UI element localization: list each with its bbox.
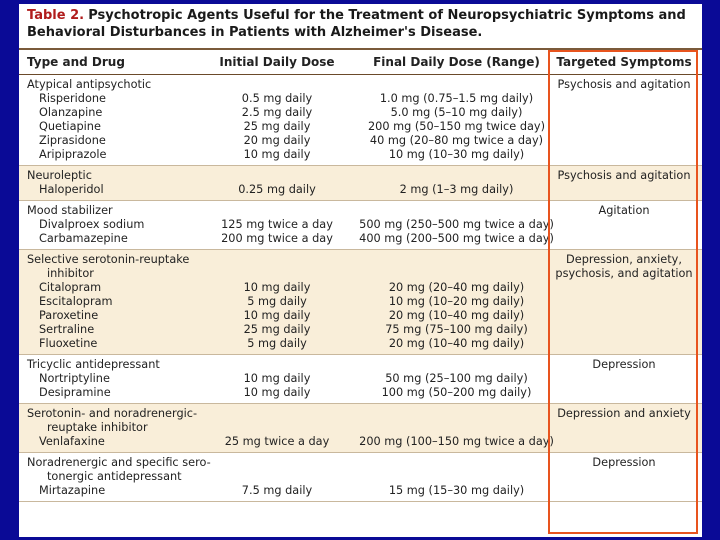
- table-row: [19, 281, 702, 295]
- drug-name: Haloperidol: [39, 183, 104, 196]
- table-header-row: [19, 50, 702, 75]
- drug-group: [19, 355, 702, 404]
- initial-dose: 25 mg daily: [243, 120, 311, 133]
- table-row: [19, 120, 702, 134]
- final-dose: 40 mg (20–80 mg twice a day): [369, 134, 544, 147]
- initial-dose: 125 mg twice a day: [221, 218, 333, 231]
- targeted-symptom: Depression, anxiety,: [566, 253, 682, 266]
- table-row: [19, 204, 702, 218]
- table-row: [19, 267, 702, 281]
- drug-type-label: Tricyclic antidepressant: [27, 358, 160, 371]
- drug-name: Desipramine: [39, 386, 111, 399]
- initial-dose: 200 mg twice a day: [221, 232, 333, 245]
- table-row: [19, 309, 702, 323]
- header-initial-dose: Initial Daily Dose: [219, 55, 335, 69]
- initial-dose: 10 mg daily: [243, 386, 311, 399]
- final-dose: 400 mg (200–500 mg twice a day): [359, 232, 554, 245]
- final-dose: 10 mg (10–20 mg daily): [388, 295, 525, 308]
- drug-group: [19, 201, 702, 250]
- drug-group: [19, 250, 702, 355]
- header-targeted-symptoms: Targeted Symptoms: [556, 55, 692, 69]
- slide: [19, 4, 702, 537]
- drug-type-label: Mood stabilizer: [27, 204, 113, 217]
- drug-group: [19, 166, 702, 201]
- drug-name: Fluoxetine: [39, 337, 98, 350]
- drug-name: Divalproex sodium: [39, 218, 145, 231]
- table-row: [19, 92, 702, 106]
- table-row: [19, 470, 702, 484]
- drug-name: Quetiapine: [39, 120, 101, 133]
- drug-name: Nortriptyline: [39, 372, 110, 385]
- drug-group: [19, 75, 702, 166]
- table-row: [19, 337, 702, 351]
- table-row: [19, 358, 702, 372]
- final-dose: 2 mg (1–3 mg daily): [399, 183, 514, 196]
- targeted-symptom: psychosis, and agitation: [555, 267, 693, 280]
- drug-name: Citalopram: [39, 281, 102, 294]
- drug-name: Aripiprazole: [39, 148, 107, 161]
- initial-dose: 5 mg daily: [247, 295, 307, 308]
- initial-dose: 5 mg daily: [247, 337, 307, 350]
- table-row: [19, 134, 702, 148]
- final-dose: 1.0 mg (0.75–1.5 mg daily): [379, 92, 534, 105]
- targeted-symptom: Psychosis and agitation: [557, 78, 691, 91]
- table-row: [19, 232, 702, 246]
- targeted-symptom: Depression: [592, 456, 656, 469]
- header-final-dose: Final Daily Dose (Range): [373, 55, 540, 69]
- drug-type-label: Selective serotonin-reuptake: [27, 253, 190, 266]
- drug-name: Risperidone: [39, 92, 106, 105]
- targeted-symptom: Depression: [592, 358, 656, 371]
- table-row: [19, 295, 702, 309]
- targeted-symptom: Psychosis and agitation: [557, 169, 691, 182]
- initial-dose: 0.5 mg daily: [241, 92, 313, 105]
- table-body: [19, 75, 702, 502]
- drug-type-label: Neuroleptic: [27, 169, 92, 182]
- drug-name: Escitalopram: [39, 295, 113, 308]
- initial-dose: 7.5 mg daily: [241, 484, 313, 497]
- drug-name: Sertraline: [39, 323, 95, 336]
- final-dose: 200 mg (50–150 mg twice day): [367, 120, 546, 133]
- initial-dose: 10 mg daily: [243, 148, 311, 161]
- table-row: [19, 253, 702, 267]
- table-row: [19, 386, 702, 400]
- drug-type-label: tonergic antidepressant: [47, 470, 182, 483]
- drug-group: [19, 453, 702, 502]
- table-row: [19, 372, 702, 386]
- final-dose: 5.0 mg (5–10 mg daily): [390, 106, 523, 119]
- final-dose: 75 mg (75–100 mg daily): [385, 323, 528, 336]
- drug-table: [19, 50, 702, 502]
- drug-group: [19, 404, 702, 453]
- final-dose: 10 mg (10–30 mg daily): [388, 148, 525, 161]
- drug-type-label: Noradrenergic and specific sero-: [27, 456, 211, 469]
- initial-dose: 25 mg twice a day: [224, 435, 330, 448]
- final-dose: 50 mg (25–100 mg daily): [385, 372, 528, 385]
- header-type: Type and Drug: [27, 55, 125, 69]
- final-dose: 20 mg (10–40 mg daily): [388, 309, 525, 322]
- final-dose: 20 mg (20–40 mg daily): [388, 281, 525, 294]
- table-row: [19, 323, 702, 337]
- table-row: [19, 183, 702, 197]
- table-title: [27, 7, 695, 41]
- initial-dose: 0.25 mg daily: [238, 183, 316, 196]
- drug-name: Paroxetine: [39, 309, 99, 322]
- initial-dose: 2.5 mg daily: [241, 106, 313, 119]
- drug-name: Mirtazapine: [39, 484, 106, 497]
- table-row: [19, 78, 702, 92]
- final-dose: 200 mg (100–150 mg twice a day): [359, 435, 554, 448]
- initial-dose: 25 mg daily: [243, 323, 311, 336]
- table-number: Table 2.: [27, 8, 85, 23]
- table-row: [19, 169, 702, 183]
- targeted-symptom: Depression and anxiety: [557, 407, 691, 420]
- initial-dose: 10 mg daily: [243, 309, 311, 322]
- drug-type-label: reuptake inhibitor: [47, 421, 148, 434]
- initial-dose: 20 mg daily: [243, 134, 311, 147]
- drug-type-label: Atypical antipsychotic: [27, 78, 152, 91]
- table-row: [19, 421, 702, 435]
- table-row: [19, 106, 702, 120]
- initial-dose: 10 mg daily: [243, 372, 311, 385]
- table-row: [19, 218, 702, 232]
- drug-type-label: inhibitor: [47, 267, 94, 280]
- table-row: [19, 148, 702, 162]
- table-row: [19, 484, 702, 498]
- drug-name: Venlafaxine: [39, 435, 105, 448]
- drug-type-label: Serotonin- and noradrenergic-: [27, 407, 198, 420]
- drug-name: Ziprasidone: [39, 134, 106, 147]
- final-dose: 100 mg (50–200 mg daily): [381, 386, 532, 399]
- table-row: [19, 456, 702, 470]
- targeted-symptom: Agitation: [598, 204, 650, 217]
- final-dose: 15 mg (15–30 mg daily): [388, 484, 525, 497]
- initial-dose: 10 mg daily: [243, 281, 311, 294]
- drug-name: Olanzapine: [39, 106, 103, 119]
- table-row: [19, 407, 702, 421]
- table-caption: Psychotropic Agents Useful for the Treatment of Neuropsychiatric Symptoms and Behavioral Disturbances in Patients with Alzheimer's Disease.: [27, 8, 686, 40]
- final-dose: 500 mg (250–500 mg twice a day): [359, 218, 554, 231]
- table-row: [19, 435, 702, 449]
- drug-name: Carbamazepine: [39, 232, 128, 245]
- final-dose: 20 mg (10–40 mg daily): [388, 337, 525, 350]
